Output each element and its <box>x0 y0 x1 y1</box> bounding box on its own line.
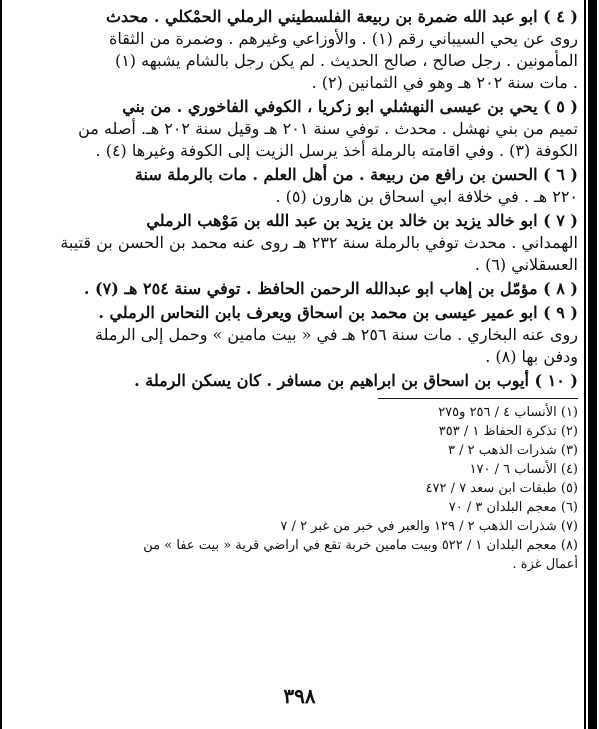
entry-text-line: روى عنه البخاري . مات سنة ٢٥٦ هـ في « بيت مامين » وحمل إلى الرملة <box>95 325 578 344</box>
footnote: أعمال غزة . <box>512 557 578 572</box>
biography-entry <box>30 302 578 368</box>
entry-text-line: المأمونين . رجل صالح ، صالح الحديث . لم يكن رجل بالشام يشبهه (١) <box>114 51 578 70</box>
entry-text-line: ودفن بها (٨) . <box>485 347 578 366</box>
biography-entry <box>30 6 578 94</box>
entry-text-line: روى عن يحي السيباني رقم (١) . والأوزاعي وغيرهم . وضمرة من الثقاة <box>109 29 578 48</box>
entry-text-line: تميم من بني نهشل . محدث . توفي سنة ٢٠١ هـ وقيل سنة ٢٠٢ هـ. أصله من <box>78 119 578 138</box>
entry-text-line: الكوفة (٣) . وفي اقامته بالرملة أخذ يرسل الزيت إلى الكوفة وغيرها (٤) . <box>95 141 578 160</box>
entries-list <box>30 6 578 392</box>
entry-heading-line: ( ٦ ) الحسن بن رافع من ربيعة . من أهل العلم . مات بالرملة سنة <box>134 165 578 184</box>
biography-entry <box>30 370 578 392</box>
scan-border-right <box>588 0 597 729</box>
footnote: (٣) شذرات الذهب ٢ / ٣ <box>447 443 578 458</box>
page-number: ٣٩٨ <box>283 684 316 708</box>
biography-entry <box>30 164 578 208</box>
footnote-separator <box>378 398 578 399</box>
footnote: (٥) طبقات ابن سعد ٧ / ٤٧٢ <box>425 481 578 496</box>
footnote: (٢) تذكرة الحفاظ ١ / ٣٥٣ <box>438 424 578 439</box>
footnote: (١) الأنساب ٤ / ٢٥٦ و٢٧٥ <box>438 405 578 420</box>
footnote: (٦) معجم البلدان ٣ / ٧٠ <box>448 500 578 515</box>
entry-heading-line: ( ٨ ) مؤمّل بن إهاب ابو عبدالله الرحمن الحافظ . توفي سنة ٢٥٤ هـ (٧) . <box>83 279 578 298</box>
biography-entry <box>30 278 578 300</box>
entry-heading-line: ( ٤ ) ابو عبد الله ضمرة بن ربيعة الفلسطيني الرملي الحمْكلي . محدث <box>105 7 578 26</box>
entry-heading-line: ( ١٠ ) أيوب بن اسحاق بن ابراهيم بن مسافر . كان يسكن الرملة . <box>134 371 578 390</box>
footnote: (٤) الأنساب ٦ / ١٧٠ <box>469 462 578 477</box>
entry-heading-line: ( ٧ ) ابو خالد يزيد بن خالد بن يزيد بن عبد الله بن مَوْهب الرملي <box>146 211 578 230</box>
entry-text-line: الهمداني . محدث توفي بالرملة سنة ٢٣٢ هـ روى عنه محمد بن الحسن بن قتيبة <box>60 233 578 252</box>
entry-text-line: ٢٢٠ هـ . في خلافة ابي اسحاق بن هارون (٥) . <box>275 187 578 206</box>
footnote: (٨) معجم البلدان ١ / ٥٢٢ وبيت مامين خربة تقع في اراضي قرية « بيت عفا » من <box>143 538 578 553</box>
entry-heading-line: ( ٩ ) ابو عمير عيسى بن محمد بن اسحاق ويعرف بابن النحاس الرملي . <box>98 303 578 322</box>
entry-text-line: العسقلاني (٦) . <box>474 255 578 274</box>
footnote: (٧) شذرات الذهب ٢ / ١٢٩ والعبر في خبر من غبر ٢ / ٧ <box>280 519 578 534</box>
scan-border-right-inner <box>584 0 586 729</box>
scan-border-left <box>0 0 2 729</box>
document-page <box>30 6 578 574</box>
biography-entry <box>30 96 578 162</box>
footnotes-list <box>30 403 578 574</box>
entry-text-line: . مات سنة ٢٠٢ هـ وهو في الثمانين (٢) . <box>311 73 578 92</box>
entry-heading-line: ( ٥ ) يحي بن عيسى النهشلي ابو زكريا ، الكوفي الفاخوري . من بني <box>122 97 578 116</box>
biography-entry <box>30 210 578 276</box>
